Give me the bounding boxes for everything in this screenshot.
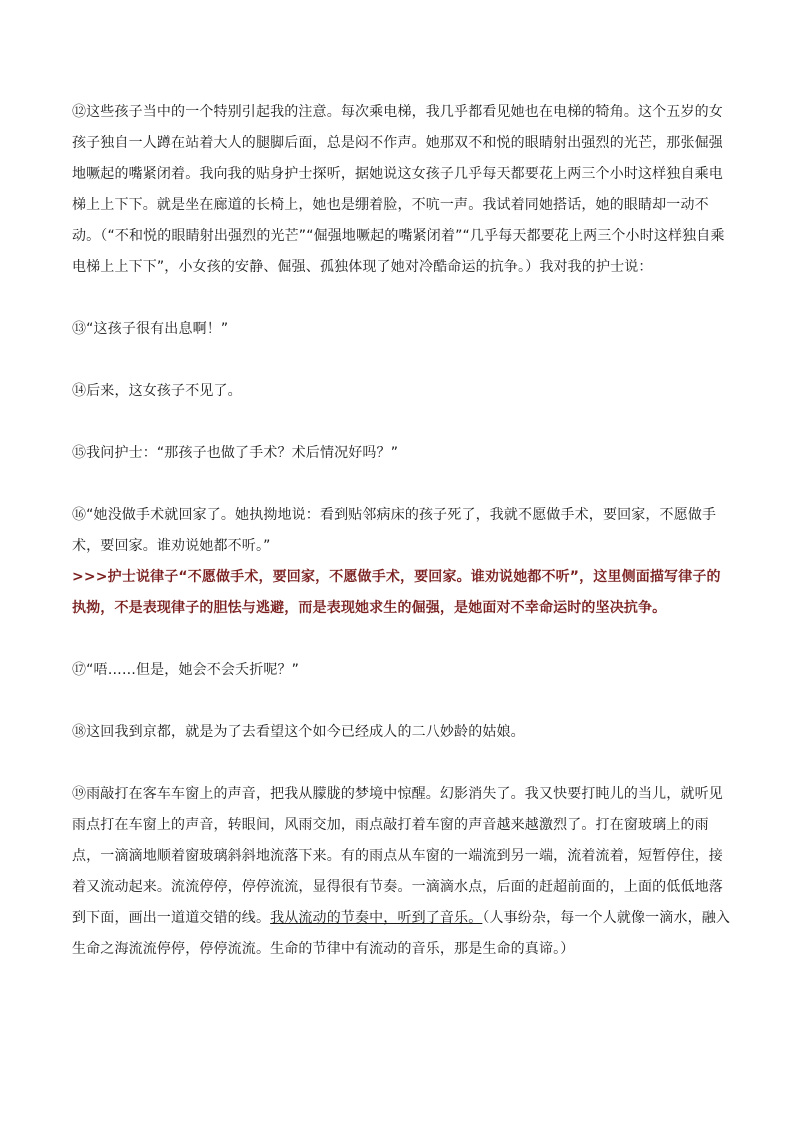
paragraph-16: ⑯“她没做手术就回家了。她执拗地说：看到贴邻病床的孩子死了，我就不愿做手术，要回家，不愿做手术，要回家。谁劝说她都不听。” <box>72 507 717 554</box>
paragraph-15: ⑮我问护士：“那孩子也做了手术？术后情况好吗？” <box>72 445 399 461</box>
paragraph-19-underlined: 我从流动的节奏中，听到了音乐。 <box>270 910 483 926</box>
paragraph-19 <box>72 779 732 965</box>
paragraph-13: ⑬“这孩子很有出息啊！” <box>72 321 229 337</box>
paragraph-14: ⑭后来，这女孩子不见了。 <box>72 383 242 399</box>
paragraph-12: ⑫这些孩子当中的一个特别引起我的注意。每次乘电梯，我几乎都看见她也在电梯的犄角。这个五岁的女孩子独自一人蹲在站着大人的腿脚后面，总是闷不作声。她那双不和悦的眼睛射出强烈的光芒，那张倔强地噘起的嘴紧闭着。我向我的贴身护士探听，据她说这女孩子几乎每天都要花上两三个小时这样独自乘电梯上上下下。就是坐在廊道的长椅上，她也是绷着脸，不吭一声。我试着同她搭话，她的眼睛却一动不动。（“不和悦的眼睛射出强烈的光芒”“倔强地噘起的嘴紧闭着”“几乎每天都要花上两三个小时这样独自乘电梯上上下下”，小女孩的安静、倔强、孤独体现了她对冷酷命运的抗争。）我对我的护士说： <box>72 104 725 275</box>
paragraph-17: ⑰“唔……但是，她会不会夭折呢？” <box>72 662 300 678</box>
paragraph-19-text: ⑲雨敲打在客车车窗上的声音，把我从朦胧的梦境中惊醒。幻影消失了。我又快要打盹儿的当儿，就听见雨点打在车窗上的声音，转眼间，风雨交加，雨点敲打着车窗的声音越来越激烈了。打在窗玻璃上的雨点，一滴滴地顺着窗玻璃斜斜地流落下来。有的雨点从车窗的一端流到另一端，流着流着，短暂停住，接着又流动起来。流流停停，停停流流，显得很有节奏。一滴滴水点，后面的赶超前面的，上面的低低地落到下面，画出一道道交错的线。 <box>72 786 723 926</box>
analysis-note-16: >>>护士说律子“不愿做手术，要回家，不愿做手术，要回家。谁劝说她都不听”，这里侧面描写律子的执拗，不是表现律子的胆怯与逃避，而是表现她求生的倔强，是她面对不幸命运时的坚决抗争。 <box>72 569 721 616</box>
paragraph-18: ⑱这回我到京都，就是为了去看望这个如今已经成人的二八妙龄的姑娘。 <box>72 724 525 740</box>
paragraph-19-annotation: （人事纷杂，每一个人就像一滴水，融入生命之海流流停停，停停流流。生命的节律中有流动的音乐，那是生命的真谛。） <box>72 910 731 957</box>
document-body <box>72 97 732 996</box>
